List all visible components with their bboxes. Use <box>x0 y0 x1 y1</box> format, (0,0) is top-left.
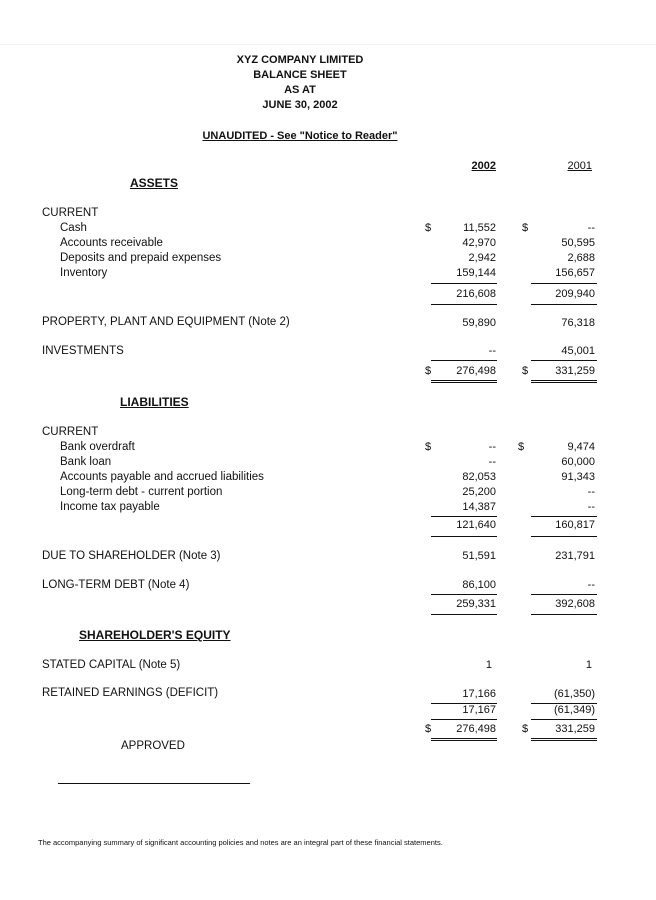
retained-earnings-label: RETAINED EARNINGS (DEFICIT) <box>42 687 219 699</box>
subtotal-rule <box>431 516 497 517</box>
subtotal-rule <box>531 536 597 537</box>
double-rule <box>431 380 497 381</box>
subtotal-rule <box>531 283 597 284</box>
total-rule <box>531 594 597 595</box>
liability-value-2002: 82,053 <box>462 471 496 483</box>
retained-earnings-2001: (61,350) <box>554 688 595 700</box>
total-rule <box>431 594 497 595</box>
total-rule <box>531 614 597 615</box>
assets-current-label: CURRENT <box>42 207 99 219</box>
liability-value-2001: 91,343 <box>561 471 595 483</box>
currency-symbol: $ <box>425 441 432 453</box>
double-rule <box>531 382 597 383</box>
total-rule <box>531 719 597 720</box>
stated-capital-2002: 1 <box>485 659 492 671</box>
double-rule <box>531 380 597 381</box>
subtotal-rule <box>431 536 497 537</box>
current-liabilities-total-2001: 160,817 <box>555 519 595 531</box>
statement-date: JUNE 30, 2002 <box>262 99 338 111</box>
double-rule <box>531 740 597 741</box>
liability-label: Income tax payable <box>60 501 160 513</box>
asset-label: Inventory <box>60 267 108 279</box>
double-rule <box>431 740 497 741</box>
currency-symbol: $ <box>522 365 529 377</box>
asset-value-2001: 156,657 <box>555 267 595 279</box>
grand-total-2001: 331,259 <box>555 723 595 735</box>
liability-value-2001: 60,000 <box>561 456 595 468</box>
asset-value-2002: 11,552 <box>463 222 496 234</box>
liabilities-heading: LIABILITIES <box>120 395 189 409</box>
liability-value-2002: 14,387 <box>462 501 496 513</box>
currency-symbol: $ <box>522 723 529 735</box>
liability-value-2002: -- <box>488 441 496 453</box>
assets-heading: ASSETS <box>130 176 179 190</box>
equity-heading: SHAREHOLDER'S EQUITY <box>79 628 231 642</box>
ppe-label: PROPERTY, PLANT AND EQUIPMENT (Note 2) <box>42 316 290 328</box>
liability-value-2001: 9,474 <box>567 441 595 453</box>
long-term-debt-2002: 86,100 <box>462 579 496 591</box>
subtotal-rule <box>431 283 497 284</box>
liability-label: Long-term debt - current portion <box>60 486 223 498</box>
liability-label: Bank loan <box>60 456 112 468</box>
double-rule <box>531 738 597 739</box>
current-assets-total-2001: 209,940 <box>555 288 595 300</box>
current-assets-total-2002: 216,608 <box>456 288 496 300</box>
asset-value-2002: 42,970 <box>462 237 496 249</box>
total-rule <box>431 719 497 720</box>
subtotal-rule <box>531 304 597 305</box>
double-rule <box>431 738 497 739</box>
approved-label: APPROVED <box>121 740 185 752</box>
page-top-edge <box>0 44 656 45</box>
double-rule <box>431 382 497 383</box>
asset-value-2001: 50,595 <box>561 237 595 249</box>
unaudited-note: UNAUDITED - See "Notice to Reader" <box>202 130 398 142</box>
retained-earnings-2002: 17,166 <box>462 688 496 700</box>
total-equity-2002: 17,167 <box>462 704 496 716</box>
asset-label: Deposits and prepaid expenses <box>60 252 222 264</box>
subtotal-rule <box>531 516 597 517</box>
total-rule <box>431 360 497 361</box>
total-rule <box>531 360 597 361</box>
total-liabilities-2001: 392,608 <box>555 598 595 610</box>
due-to-shareholder-label: DUE TO SHAREHOLDER (Note 3) <box>42 550 221 562</box>
asset-value-2002: 2,942 <box>468 252 496 264</box>
investments-label: INVESTMENTS <box>42 345 124 357</box>
liability-value-2002: -- <box>488 456 496 468</box>
currency-symbol: $ <box>518 441 525 453</box>
total-rule <box>431 614 497 615</box>
grand-total-2002: 276,498 <box>456 723 496 735</box>
asset-label: Cash <box>60 222 87 234</box>
liability-value-2001: -- <box>587 486 595 498</box>
long-term-debt-label: LONG-TERM DEBT (Note 4) <box>42 579 190 591</box>
liability-label: Accounts payable and accrued liabilities <box>60 471 264 483</box>
currency-symbol: $ <box>425 222 432 234</box>
asset-label: Accounts receivable <box>60 237 163 249</box>
total-equity-2001: (61,349) <box>554 704 595 716</box>
currency-symbol: $ <box>425 365 432 377</box>
long-term-debt-2001: -- <box>587 579 595 591</box>
current-liabilities-total-2002: 121,640 <box>456 519 496 531</box>
due-to-shareholder-2001: 231,791 <box>555 550 595 562</box>
currency-symbol: $ <box>522 222 529 234</box>
liabilities-current-label: CURRENT <box>42 426 99 438</box>
currency-symbol: $ <box>425 723 432 735</box>
asset-value-2001: -- <box>587 222 595 234</box>
due-to-shareholder-2002: 51,591 <box>462 550 496 562</box>
total-assets-2001: 331,259 <box>555 365 595 377</box>
stated-capital-label: STATED CAPITAL (Note 5) <box>42 659 181 671</box>
investments-value-2001: 45,001 <box>561 345 595 357</box>
total-assets-2002: 276,498 <box>456 365 496 377</box>
company-name: XYZ COMPANY LIMITED <box>236 54 364 66</box>
column-2001-header: 2001 <box>567 160 592 172</box>
asset-value-2001: 2,688 <box>567 252 595 264</box>
footer-note: The accompanying summary of significant accounting policies and notes are an integral part of these financial statements. <box>38 838 443 847</box>
column-2002-header: 2002 <box>471 160 496 172</box>
as-at-label: AS AT <box>284 84 316 96</box>
liability-value-2002: 25,200 <box>462 486 496 498</box>
liability-label: Bank overdraft <box>60 441 135 453</box>
subtotal-rule <box>431 304 497 305</box>
ppe-value-2001: 76,318 <box>561 317 595 329</box>
asset-value-2002: 159,144 <box>456 267 496 279</box>
statement-title: BALANCE SHEET <box>253 69 347 81</box>
signature-line <box>58 783 250 784</box>
ppe-value-2002: 59,890 <box>462 317 496 329</box>
total-liabilities-2002: 259,331 <box>456 598 496 610</box>
investments-value-2002: -- <box>488 345 496 357</box>
liability-value-2001: -- <box>587 501 595 513</box>
stated-capital-2001: 1 <box>585 659 592 671</box>
